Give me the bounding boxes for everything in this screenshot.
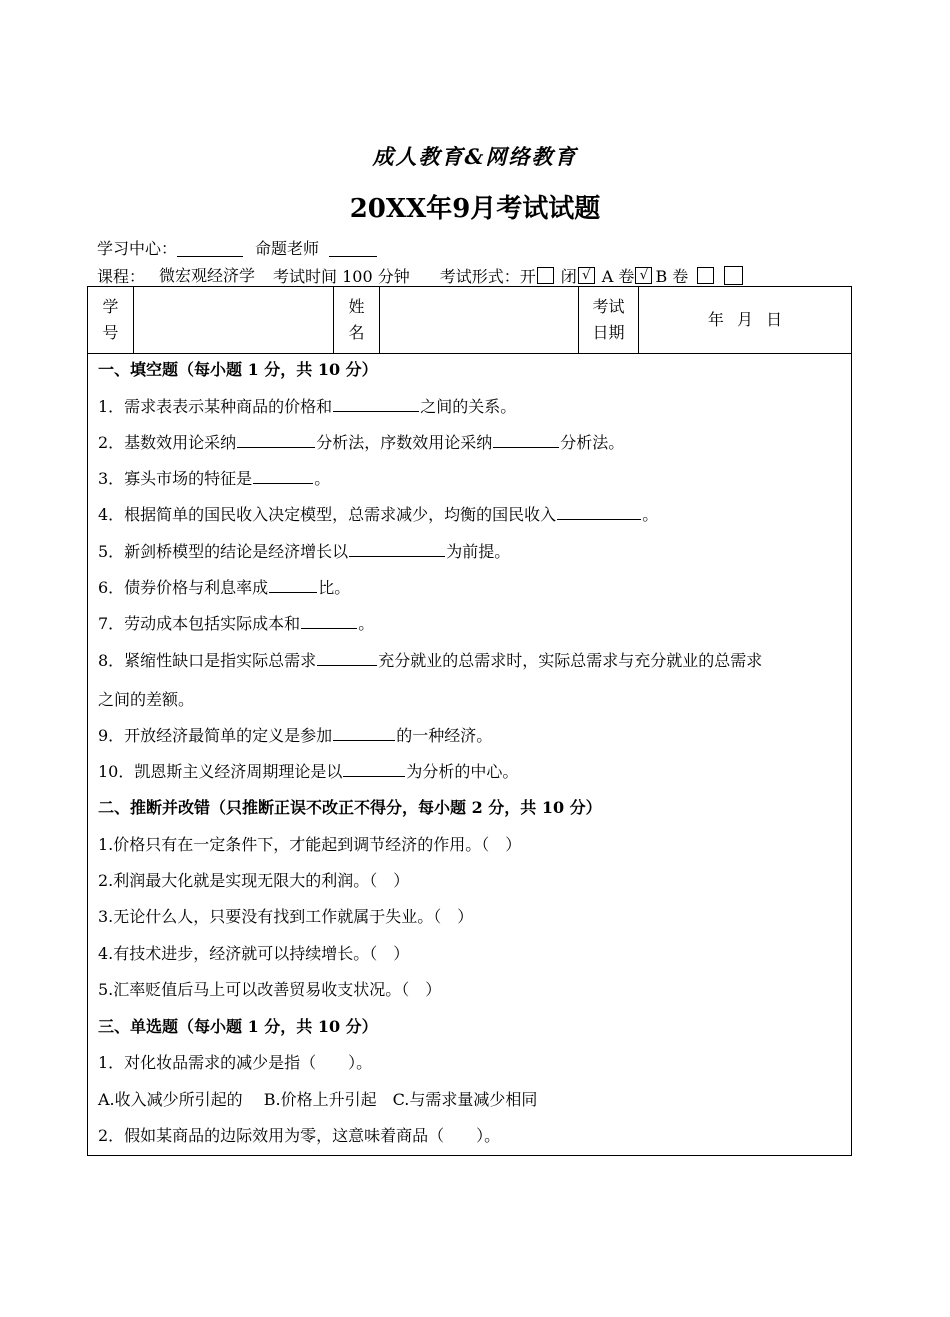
section-3-title: 三、单选题（每小题 1 分，共 10 分）	[98, 1017, 378, 1036]
answer-blank[interactable]	[557, 504, 641, 520]
exam-duration: 考试时间 100 分钟	[273, 266, 410, 286]
exam-frame	[87, 286, 852, 1156]
extra-checkbox[interactable]	[724, 266, 743, 285]
study-center-blank[interactable]	[177, 239, 243, 257]
exam-format-label: 考试形式：开	[439, 266, 536, 286]
exam-title: 20XX年9月考试试题	[349, 194, 601, 224]
fill-question-8: 8．紧缩性缺口是指实际总需求 充分就业的总需求时，实际总需求与充分就业的总需求	[98, 651, 763, 670]
answer-blank[interactable]	[333, 396, 419, 412]
choice-question-2: 2．假如某商品的边际效用为零，这意味着商品（ ）。	[98, 1126, 501, 1145]
info-table	[88, 287, 851, 354]
answer-blank[interactable]	[317, 650, 377, 666]
fill-question-9: 9．开放经济最简单的定义是参加 的一种经济。	[98, 726, 493, 745]
meta-line-1	[97, 236, 377, 259]
closed-book-label: 闭	[560, 266, 577, 286]
name-label: 姓 名	[334, 287, 380, 353]
answer-blank[interactable]	[301, 613, 357, 629]
fill-question-7: 7．劳动成本包括实际成本和 。	[98, 614, 375, 633]
paper-b-checkbox[interactable]	[697, 267, 714, 284]
paper-a-checkbox[interactable]: √	[635, 267, 652, 284]
answer-blank[interactable]	[333, 725, 395, 741]
judge-question-2: 2.利润最大化就是实现无限大的利润。（ ）	[98, 871, 410, 890]
paper-b-label: B 卷	[655, 266, 689, 286]
exam-date-label: 考试 日期	[579, 287, 639, 353]
fill-question-10: 10．凯恩斯主义经济周期理论是以 为分析的中心。	[98, 762, 519, 781]
fill-question-6: 6．债券价格与利息率成 比。	[98, 578, 351, 597]
student-id-label: 学 号	[88, 287, 134, 353]
answer-blank[interactable]	[253, 468, 313, 484]
choice-question-1-options: A.收入减少所引起的 B.价格上升引起 C.与需求量减少相同	[98, 1090, 538, 1109]
answer-blank[interactable]	[493, 432, 559, 448]
teacher-label: 命题老师	[255, 239, 320, 258]
meta-line-2	[97, 263, 746, 287]
study-center-label: 学习中心：	[97, 239, 178, 258]
name-field[interactable]	[380, 287, 579, 353]
student-id-field[interactable]	[134, 287, 334, 353]
fill-question-3: 3．寡头市场的特征是 。	[98, 469, 331, 488]
fill-question-8-cont: 之间的差额。	[98, 690, 195, 709]
open-book-checkbox[interactable]	[537, 267, 554, 284]
answer-blank[interactable]	[349, 541, 445, 557]
fill-question-5: 5．新剑桥模型的结论是经济增长以 为前提。	[98, 542, 511, 561]
judge-question-3: 3.无论什么人，只要没有找到工作就属于失业。（ ）	[98, 907, 474, 926]
choice-question-1: 1．对化妆品需求的减少是指（ ）。	[98, 1053, 373, 1072]
judge-question-4: 4.有技术进步，经济就可以持续增长。（ ）	[98, 944, 410, 963]
section-1-title: 一、填空题（每小题 1 分，共 10 分）	[98, 360, 378, 379]
course-value: 微宏观经济学	[155, 263, 259, 287]
fill-question-2: 2．基数效用论采纳 分析法，序数效用论采纳 分析法。	[98, 433, 625, 452]
answer-blank[interactable]	[343, 761, 405, 777]
closed-book-checkbox[interactable]: √	[578, 267, 595, 284]
exam-date-field[interactable]: 年 月 日	[707, 310, 783, 329]
fill-question-4: 4．根据简单的国民收入决定模型，总需求减少，均衡的国民收入 。	[98, 505, 659, 524]
section-2-title: 二、推断并改错（只推断正误不改正不得分，每小题 2 分，共 10 分）	[98, 798, 602, 817]
teacher-blank[interactable]	[329, 239, 377, 257]
organization-title: 成人教育&网络教育	[372, 144, 578, 169]
answer-blank[interactable]	[237, 432, 315, 448]
answer-blank[interactable]	[269, 577, 317, 593]
fill-question-1: 1．需求表表示某种商品的价格和 之间的关系。	[98, 397, 517, 416]
paper-a-label: A 卷	[601, 266, 635, 286]
judge-question-5: 5.汇率贬值后马上可以改善贸易收支状况。（ ）	[98, 980, 442, 999]
judge-question-1: 1.价格只有在一定条件下，才能起到调节经济的作用。（ ）	[98, 835, 522, 854]
course-label: 课程：	[97, 266, 146, 286]
